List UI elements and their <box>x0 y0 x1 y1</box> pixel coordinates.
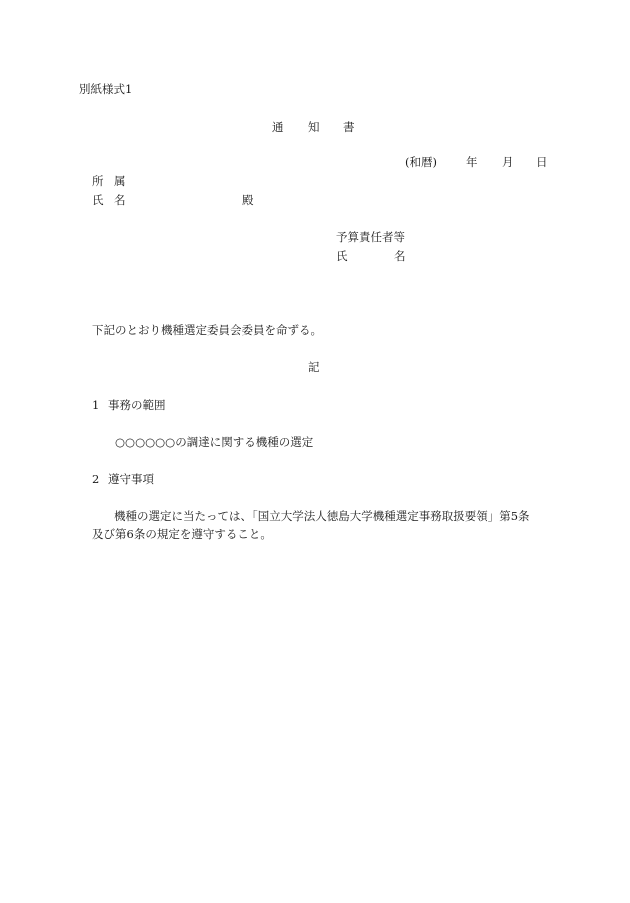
affiliation-char-1: 所 <box>92 174 104 188</box>
recipient-name-char-1: 氏 <box>92 193 104 207</box>
title-char-2: 知 <box>308 120 320 134</box>
sender-name-char-1: 氏 <box>336 249 348 263</box>
affiliation-char-2: 属 <box>114 174 126 188</box>
title-char-1: 通 <box>272 120 284 134</box>
ki-heading: 記 <box>308 360 320 374</box>
honorific: 殿 <box>242 193 254 207</box>
title-char-3: 書 <box>343 120 355 134</box>
sender-name-char-2: 名 <box>394 249 406 263</box>
recipient-name-char-2: 名 <box>114 193 126 207</box>
date-month: 月 <box>502 155 514 169</box>
item-1-heading: 事務の範囲 <box>108 398 166 412</box>
sender-role: 予算責任者等 <box>336 230 405 244</box>
date-day: 日 <box>536 155 548 169</box>
item-2-heading: 遵守事項 <box>108 472 154 486</box>
item-1-text: ○○○○○○の調達に関する機種の選定 <box>115 435 314 449</box>
form-number: 別紙様式1 <box>79 82 133 96</box>
item-2-text-line-1: 機種の選定に当たっては、「国立大学法人徳島大学機種選定事務取扱要領」第5条 <box>114 509 530 523</box>
item-1-number: 1 <box>92 398 100 412</box>
date-era: (和暦) <box>405 155 437 169</box>
date-year: 年 <box>466 155 478 169</box>
item-2-text-line-2: 及び第6条の規定を遵守すること。 <box>92 527 272 541</box>
body-text: 下記のとおり機種選定委員会委員を命ずる。 <box>92 323 322 337</box>
item-2-number: 2 <box>92 472 100 486</box>
